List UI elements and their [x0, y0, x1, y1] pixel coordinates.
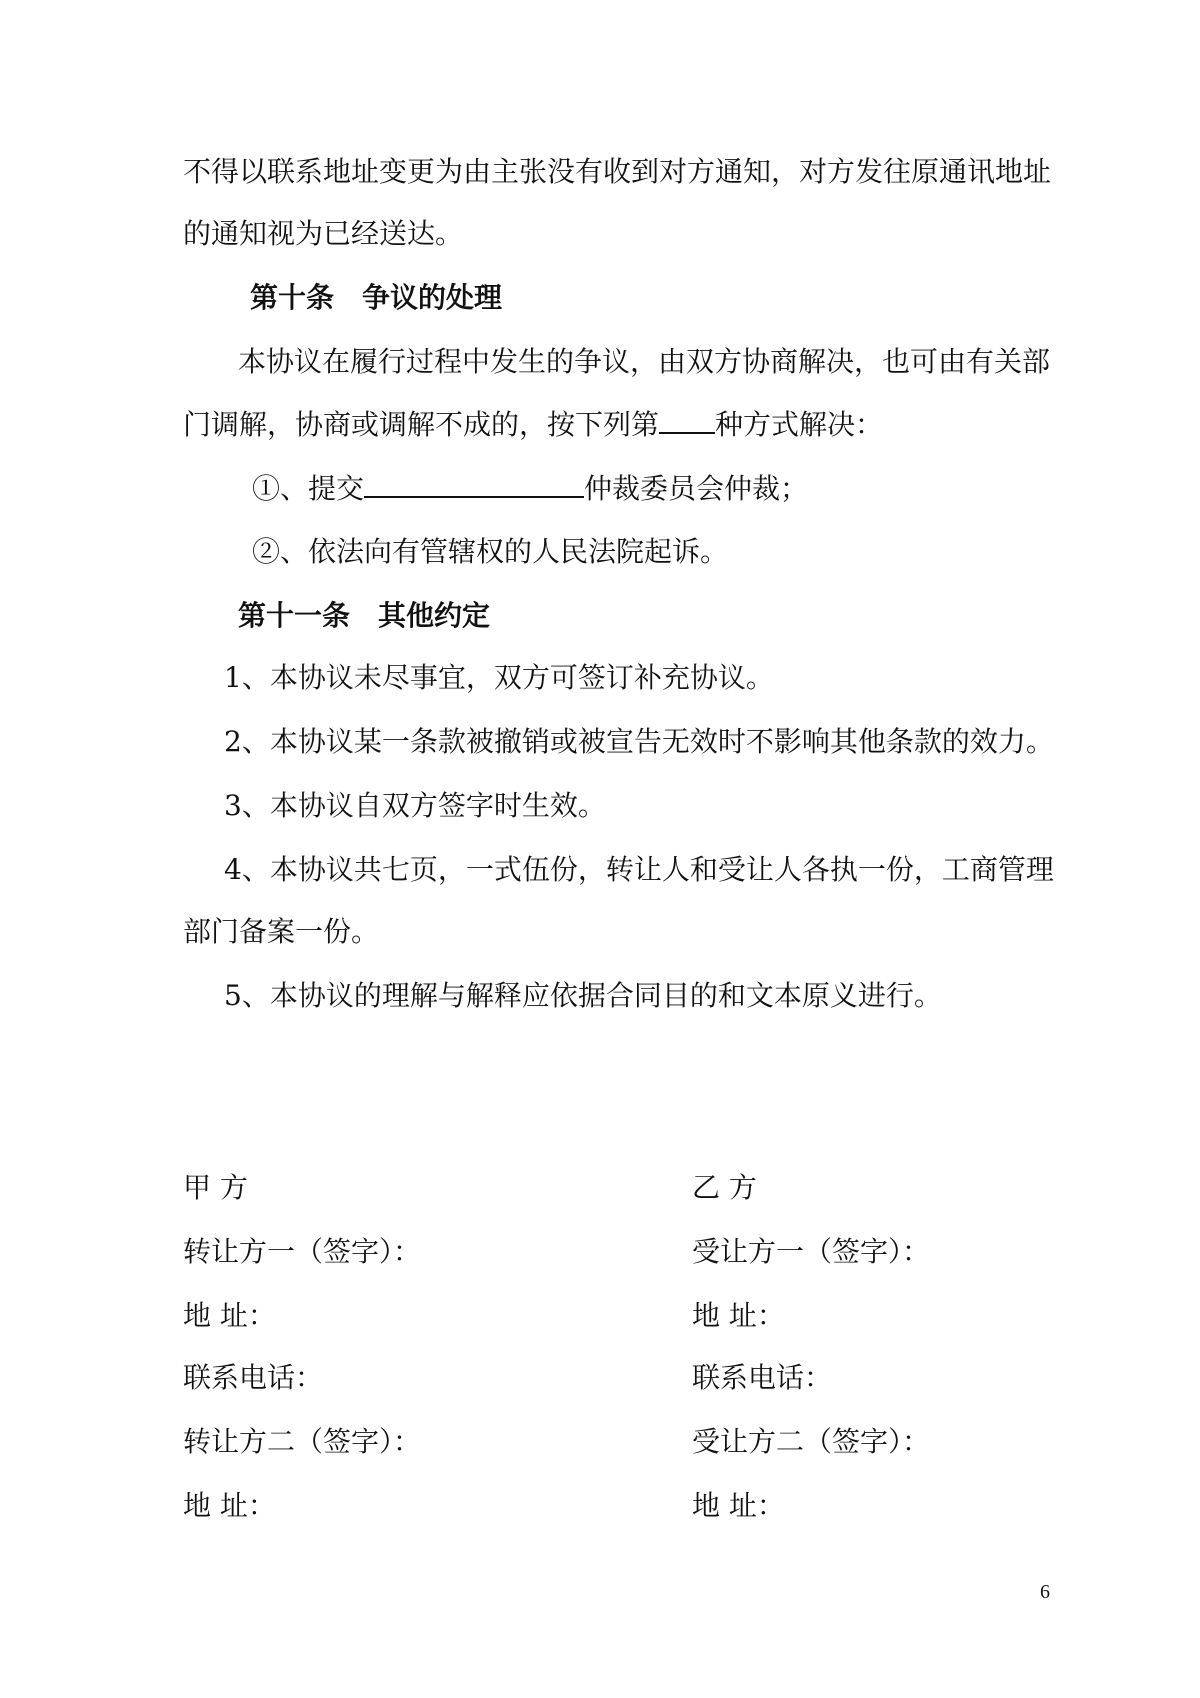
party-a-phone-1: 联系电话：	[183, 1361, 324, 1394]
article-11-item-2: 2、本协议某一条款被撤销或被宣告无效时不影响其他条款的效力。	[224, 725, 1054, 758]
article-11-item-1: 1、本协议未尽事宜，双方可签订补充协议。	[224, 661, 774, 694]
party-b-address-1: 地 址：	[692, 1299, 785, 1332]
method-number-blank	[659, 406, 715, 434]
party-b-address-2: 地 址：	[692, 1489, 785, 1522]
article-10-option-1	[252, 470, 808, 507]
party-a-title: 甲 方	[183, 1171, 248, 1204]
article-11-item-5: 5、本协议的理解与解释应依据合同目的和文本原义进行。	[224, 979, 942, 1012]
article-11-item-3: 3、本协议自双方签字时生效。	[224, 789, 606, 822]
party-b-transferee-2-signature: 受让方二（签字）：	[692, 1425, 931, 1458]
party-b-transferee-1-signature: 受让方一（签字）：	[692, 1235, 931, 1268]
party-a-address-2: 地 址：	[183, 1489, 276, 1522]
arbitration-committee-blank	[364, 470, 584, 498]
party-b-phone-1: 联系电话：	[692, 1361, 833, 1394]
party-b-title: 乙 方	[692, 1171, 757, 1204]
continuation-line-1: 不得以联系地址变更为由主张没有收到对方通知，对方发往原通讯地址	[183, 155, 1052, 188]
article-11-heading: 第十一条 其他约定	[238, 599, 491, 632]
article-10-heading: 第十条 争议的处理	[250, 281, 503, 314]
option-1-text: ①、提交	[252, 472, 365, 505]
option-1-tail: 仲裁委员会仲裁；	[584, 472, 809, 505]
article-11-item-4-line-2: 部门备案一份。	[183, 915, 380, 948]
article-10-body-line-2-text: 门调解，协商或调解不成的，按下列第	[183, 408, 660, 441]
article-11-item-4-line-1: 4、本协议共七页，一式伍份，转让人和受让人各执一份，工商管理	[224, 853, 1054, 886]
article-10-body-line-2-tail: 种方式解决：	[715, 408, 884, 441]
party-a-address-1: 地 址：	[183, 1299, 276, 1332]
party-a-transferor-2-signature: 转让方二（签字）：	[183, 1425, 422, 1458]
continuation-line-2: 的通知视为已经送达。	[183, 217, 464, 250]
article-10-body-line-1: 本协议在履行过程中发生的争议，由双方协商解决，也可由有关部	[238, 345, 1051, 378]
article-10-option-2: ②、依法向有管辖权的人民法院起诉。	[252, 535, 729, 568]
page-number: 6	[1040, 1581, 1050, 1603]
party-a-transferor-1-signature: 转让方一（签字）：	[183, 1235, 422, 1268]
article-10-body-line-2	[183, 406, 883, 443]
